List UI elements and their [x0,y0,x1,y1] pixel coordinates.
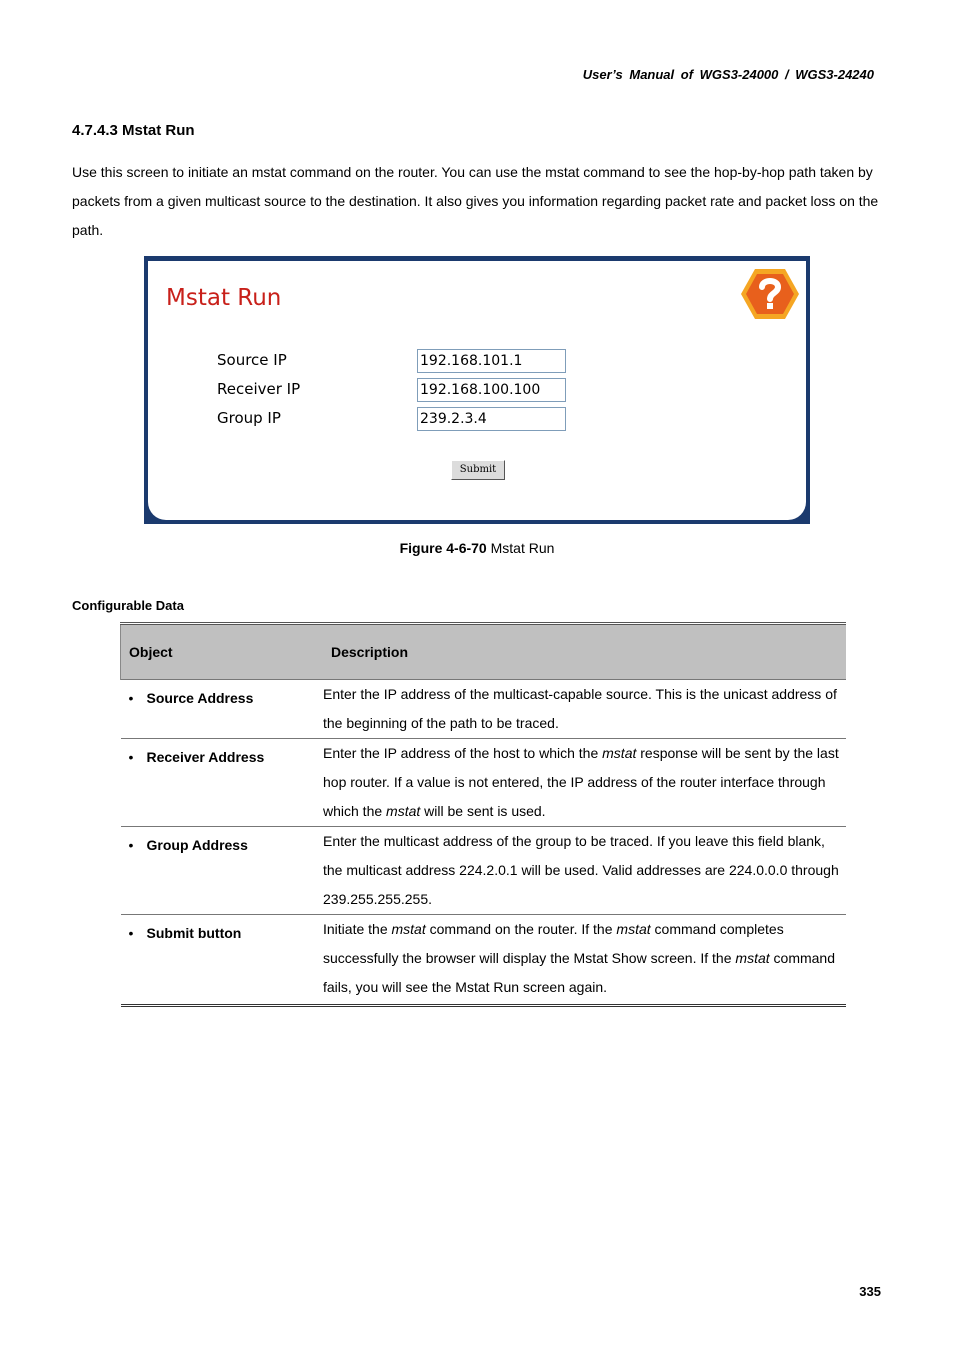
group-ip-label: Group IP [217,409,281,427]
configurable-data-table [120,622,846,1007]
description-text: command completes successfully the browser will display the Mstat Show screen. If the [323,921,784,966]
object-column-header: Object [121,624,324,680]
source-ip-input[interactable]: 192.168.101.1 [417,349,566,373]
receiver-ip-input[interactable]: 192.168.100.100 [417,378,566,402]
section-title: 4.7.4.3 Mstat Run [72,122,195,139]
description-emphasis: mstat [616,921,651,937]
figure-caption-text: Mstat Run [486,540,555,556]
object-cell [121,915,324,1006]
table-row [121,680,847,739]
description-cell [323,739,846,827]
figure-label: Figure 4-6-70 [399,540,487,556]
object-name: Group Address [146,837,248,853]
description-text: command on the router. If the [425,921,617,937]
mstat-run-screenshot [144,256,810,524]
table-header-row [121,624,847,680]
object-name: Submit button [146,925,242,941]
source-ip-row [217,349,577,373]
figure-caption [0,540,954,556]
description-cell [323,680,846,739]
table-body [121,680,847,1006]
description-text: Initiate the [323,921,392,937]
page-number: 335 [859,1284,881,1299]
description-text: Enter the IP address of the host to which the [323,745,603,761]
configurable-data-title: Configurable Data [72,598,184,613]
description-text: Enter the multicast address of the group to be traced. If you leave this field blank, the multicast address 224.2.0.1 will be used. Valid addresses are 224.0.0.0 through 239.255.255.255. [323,833,839,907]
group-ip-input[interactable]: 239.2.3.4 [417,407,566,431]
screen-title: Mstat Run [166,285,282,311]
description-text: command fails, you will see the Mstat Run screen again. [323,950,835,995]
description-emphasis: mstat [602,745,637,761]
group-ip-row [217,407,577,431]
receiver-ip-label: Receiver IP [217,380,301,398]
source-ip-label: Source IP [217,351,287,369]
receiver-ip-row [217,378,577,402]
description-text: Enter the IP address of the multicast-capable source. This is the unicast address of the beginning of the path to be traced. [323,686,837,731]
table-row [121,827,847,915]
screenshot-content [148,261,806,520]
table-row [121,739,847,827]
bullet-icon: • [128,749,134,765]
object-cell [121,739,324,827]
description-emphasis: mstat [391,921,426,937]
page-header: User’s Manual of WGS3-24000 / WGS3-24240 [582,67,874,82]
description-emphasis: mstat [735,950,770,966]
object-name: Source Address [146,690,254,706]
bullet-icon: • [128,925,134,941]
description-text: will be sent is used. [420,803,546,819]
description-cell [323,827,846,915]
table-row [121,915,847,1006]
description-cell [323,915,846,1006]
object-cell [121,680,324,739]
object-name: Receiver Address [146,749,265,765]
description-text: response will be sent by the last hop router. If a value is not entered, the IP address of the router interface through which the [323,745,839,819]
object-cell [121,827,324,915]
intro-paragraph: Use this screen to initiate an mstat command on the router. You can use the mstat command to see the hop-by-hop path taken by packets from a given multicast source to the destination. It also gives you information regarding packet rate and packet loss on the path. [72,164,879,238]
bullet-icon: • [128,690,134,706]
submit-button[interactable]: Submit [451,460,505,480]
description-emphasis: mstat [386,803,421,819]
bullet-icon: • [128,837,134,853]
question-mark-hexagon-icon[interactable] [740,267,800,321]
description-column-header: Description [323,624,846,680]
